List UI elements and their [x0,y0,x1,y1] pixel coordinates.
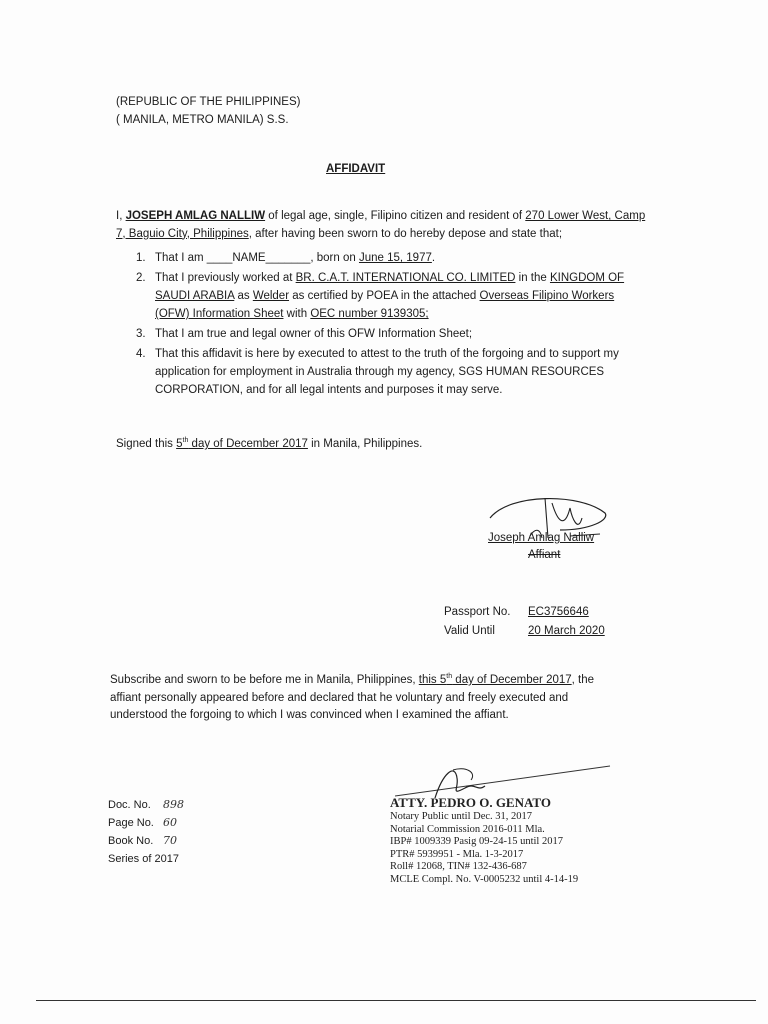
item-text: That I am [155,252,207,264]
jurat-post: , the affiant personally appeared before and declared that he voluntary and freely executed and understood the forgoing to which I was convinced when I examined the affiant. [110,674,595,721]
birth-date: June 15, 1977 [358,252,432,264]
address-line-2: 7, Baguio City, Philippines [116,227,249,240]
item-text: That I am true and legal owner of this OFW Information Sheet; [155,328,473,340]
passport-values [528,603,605,641]
item-number: 1. [136,252,146,264]
intro-mid: of legal age, single, Filipino citizen and resident of [265,210,526,222]
venue-header [116,93,300,129]
item-number: 3. [136,328,146,340]
jurat-paragraph [110,672,610,725]
passport-no-value: EC3756646 [528,606,589,618]
notary-line: Notarial Commission 2016-011 Mla. [390,823,545,835]
intro-post: , after having been sworn to do hereby depose and state that; [248,227,563,240]
item-text: as certified by POEA in the attached [289,290,480,302]
job-position: Welder [252,290,290,302]
bottom-rule [36,1000,756,1001]
affiant-label: Affiant [528,549,561,561]
series-label: Series of 2017 [108,853,179,865]
venue-line-2: ( MANILA, METRO MANILA) S.S. [116,114,289,126]
item-number: 4. [136,348,146,360]
statement-item [136,345,636,399]
item-text: in the [515,272,550,284]
intro-pre: I, [116,210,126,222]
notary-line: PTR# 5939951 - Mla. 1-3-2017 [390,848,524,860]
item-text: . [431,252,436,264]
item-text: with [283,308,311,320]
ofw-sheet: Overseas Filipino Workers (OFW) Information Sheet [155,290,615,320]
statement-item [136,325,636,343]
affiant-signature-block [470,488,620,561]
notary-line: MCLE Compl. No. V-0005232 until 4-14-19 [390,873,579,885]
signed-date: 5th day of December 2017 [176,437,308,450]
name-blank: ____NAME_______ [206,252,311,264]
venue-line-1: (REPUBLIC OF THE PHILIPPINES) [116,96,301,108]
affiant-name: JOSEPH AMLAG NALLIW [125,210,266,222]
doc-info-values [163,796,184,850]
signed-line [116,435,422,453]
notary-line: IBP# 1009339 Pasig 09-24-15 until 2017 [390,836,563,847]
item-number: 2. [136,272,146,284]
jurat-pre: Subscribe and sworn to be before me in Manila, Philippines, [110,674,419,686]
document-title: AFFIDAVIT [326,163,386,175]
affiant-printed-name: Joseph Amlag Nalliw [488,532,595,544]
signed-post: in Manila, Philippines. [307,438,423,450]
jurat-date: this 5th day of December 2017 [418,673,572,686]
page-no-label: Page No. [108,817,154,829]
signed-pre: Signed this [116,438,177,450]
notary-name: ATTY. PEDRO O. GENATO [390,795,551,810]
passport-no-label: Passport No. [444,606,511,618]
statement-list [136,249,636,401]
address-line-1: 270 Lower West, Camp [525,210,646,222]
page-no-value: 60 [163,816,177,829]
item-text: That I previously worked at [155,272,296,284]
doc-no-label: Doc. No. [108,799,151,811]
book-no-label: Book No. [108,835,154,847]
employer-name: BR. C.A.T. INTERNATIONAL CO. LIMITED [295,272,516,284]
item-text: as [234,290,253,302]
book-no-value: 70 [163,834,177,847]
item-text: That this affidavit is here by executed to attest to the truth of the forgoing and to support my application for employment in Australia through my agency, SGS HUMAN RESOURCES CORPORATION, and for all legal intents and purposes it may serve. [155,348,619,396]
work-country: KINGDOM OF SAUDI ARABIA [155,272,625,302]
doc-no-value: 898 [163,798,184,811]
oec-number: OEC number 9139305; [310,308,429,320]
valid-until-label: Valid Until [444,625,495,637]
notary-block [390,795,578,886]
notary-line: Roll# 12068, TIN# 132-436-687 [390,861,527,872]
statement-item [136,269,636,323]
intro-paragraph [116,208,646,243]
item-text: , born on [310,252,359,264]
valid-until-value: 20 March 2020 [528,625,605,637]
passport-labels [444,603,510,641]
notary-line: Notary Public until Dec. 31, 2017 [390,811,533,822]
statement-item [136,249,636,267]
